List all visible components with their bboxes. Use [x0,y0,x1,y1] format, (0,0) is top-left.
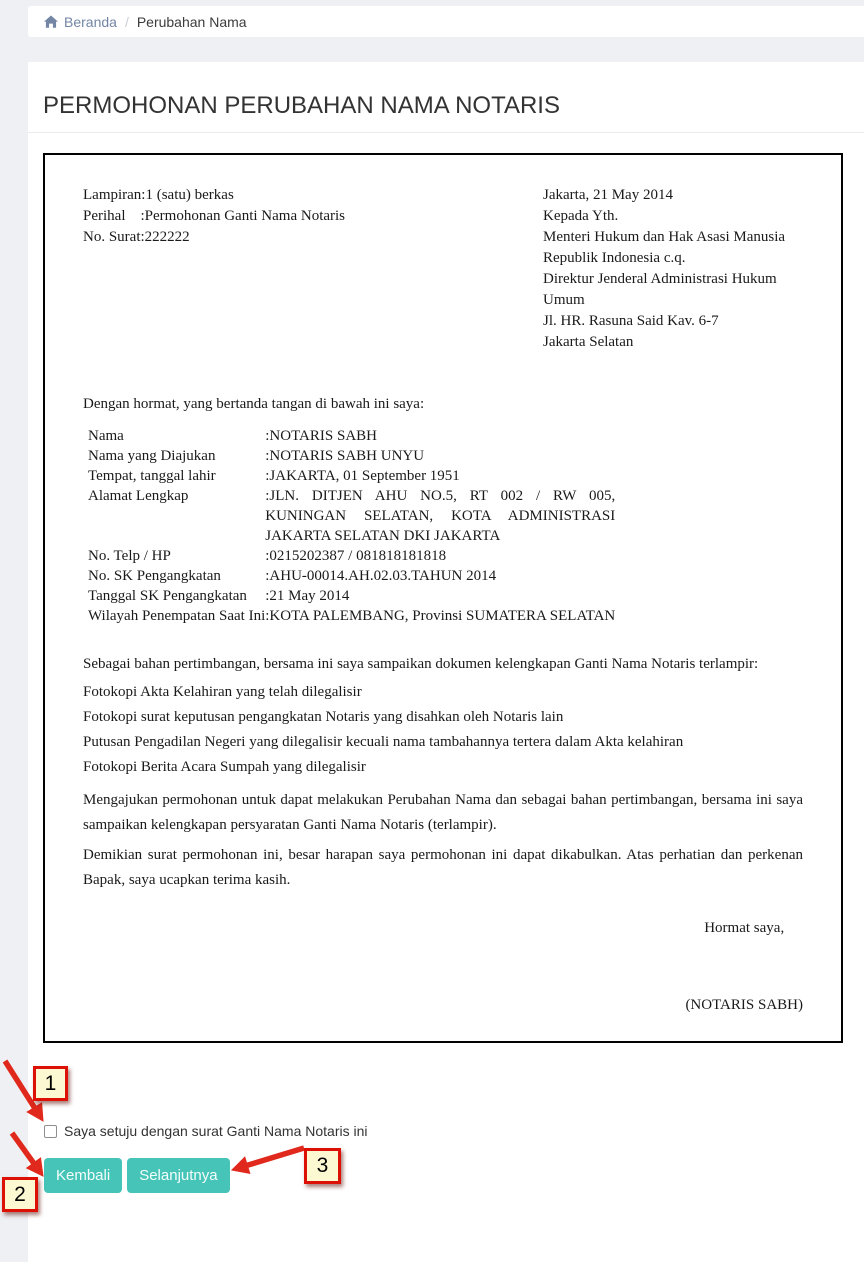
attachment-item: Fotokopi Akta Kelahiran yang telah dilegalisir [83,684,362,700]
letter-details-table [88,426,615,626]
detail-value: :0215202387 / 081818181818 [265,548,447,564]
content-panel [28,62,864,1262]
callout-number: 1 [44,1071,57,1095]
recipient-line: Republik Indonesia c.q. [543,250,686,266]
detail-label: Nama [88,428,124,444]
detail-label: Nama yang Diajukan [88,448,216,464]
attachment-item: Fotokopi Berita Acara Sumpah yang dilegalisir [83,759,366,775]
detail-row [88,586,615,606]
recipient-line: Jl. HR. Rasuna Said Kav. 6-7 [543,313,719,329]
page-title: PERMOHONAN PERUBAHAN NAMA NOTARIS [43,92,560,119]
breadcrumb-home-label: Beranda [64,13,117,30]
detail-label: No. SK Pengangkatan [88,568,221,584]
action-buttons [44,1158,864,1193]
breadcrumb-home-link[interactable] [44,14,117,30]
detail-value: :AHU-00014.AH.02.03.TAHUN 2014 [265,568,497,584]
agreement-label: Saya setuju dengan surat Ganti Nama Notaris ini [64,1123,368,1139]
recipient-line: Jakarta, 21 May 2014 [543,187,673,203]
detail-label: Tanggal SK Pengangkatan [88,588,247,604]
attachment-item: Fotokopi surat keputusan pengangkatan Notaris yang disahkan oleh Notaris lain [83,709,564,725]
detail-value: :NOTARIS SABH [265,428,377,444]
letter-recipient [543,185,803,353]
panel-header [28,62,864,133]
letter-meta-line: Lampiran:1 (satu) berkas [83,187,234,203]
signoff-text: Hormat saya, [704,920,785,936]
letter-meta-line: Perihal :Permohonan Ganti Nama Notaris [83,208,346,224]
signature-name: (NOTARIS SABH) [685,997,803,1013]
detail-label: No. Telp / HP [88,548,171,564]
callout-number: 2 [14,1182,26,1206]
letter-document [43,153,843,1043]
recipient-line: Jakarta Selatan [543,334,634,350]
back-button[interactable]: Kembali [44,1158,122,1193]
detail-row [88,566,615,586]
detail-row [88,606,615,626]
detail-row [88,426,615,446]
signature-block [83,918,803,1016]
breadcrumb-separator: / [124,13,129,30]
recipient-line: Direktur Jenderal Administrasi Hukum Umum [543,271,777,308]
detail-label: Wilayah Penempatan Saat Ini [88,608,266,624]
annotation-callout-3 [304,1148,341,1184]
detail-label: Tempat, tanggal lahir [88,468,216,484]
detail-row [88,466,615,486]
attachments-intro: Sebagai bahan pertimbangan, bersama ini saya sampaikan dokumen kelengkapan Ganti Nama Notaris terlampir: [83,656,759,672]
detail-value: :KOTA PALEMBANG, Provinsi SUMATERA SELATAN [265,608,616,624]
next-button[interactable]: Selanjutnya [127,1158,229,1193]
attachment-item: Putusan Pengadilan Negeri yang dilegalisir kecuali nama tambahannya tertera dalam Akta kelahiran [83,734,684,750]
attachments-list [83,680,803,780]
home-icon [44,15,58,29]
letter-meta-line: No. Surat:222222 [83,229,190,245]
annotation-callout-2 [2,1177,38,1212]
detail-value: :JLN. DITJEN AHU NO.5, RT 002 / RW 005, KUNINGAN SELATAN, KOTA ADMINISTRASI JAKARTA SELATAN DKI JAKARTA [265,488,616,544]
annotation-callout-1 [33,1066,68,1101]
request-paragraph: Mengajukan permohonan untuk dapat melakukan Perubahan Nama dan sebagai bahan pertimbangan, bersama ini saya sampaikan kelengkapan persyaratan Ganti Nama Notaris (terlampir). [83,792,803,833]
letter-header [83,185,803,350]
letter-salutation: Dengan hormat, yang bertanda tangan di bawah ini saya: [83,396,425,412]
breadcrumb-current: Perubahan Nama [136,13,247,30]
callout-number: 3 [316,1154,329,1177]
detail-row [88,546,615,566]
recipient-line: Kepada Yth. [543,208,619,224]
agreement-row [44,1123,864,1139]
closing-paragraph: Demikian surat permohonan ini, besar harapan saya permohonan ini dapat dikabulkan. Atas perhatian dan perkenan Bapak, saya ucapkan terima kasih. [83,847,803,888]
detail-row [88,486,615,546]
detail-value: :21 May 2014 [265,588,350,604]
agreement-checkbox[interactable] [44,1125,57,1138]
detail-value: :JAKARTA, 01 September 1951 [265,468,460,484]
breadcrumb [28,6,864,37]
detail-value: :NOTARIS SABH UNYU [265,448,425,464]
recipient-line: Menteri Hukum dan Hak Asasi Manusia [543,229,786,245]
detail-label: Alamat Lengkap [88,488,189,504]
detail-row [88,446,615,466]
